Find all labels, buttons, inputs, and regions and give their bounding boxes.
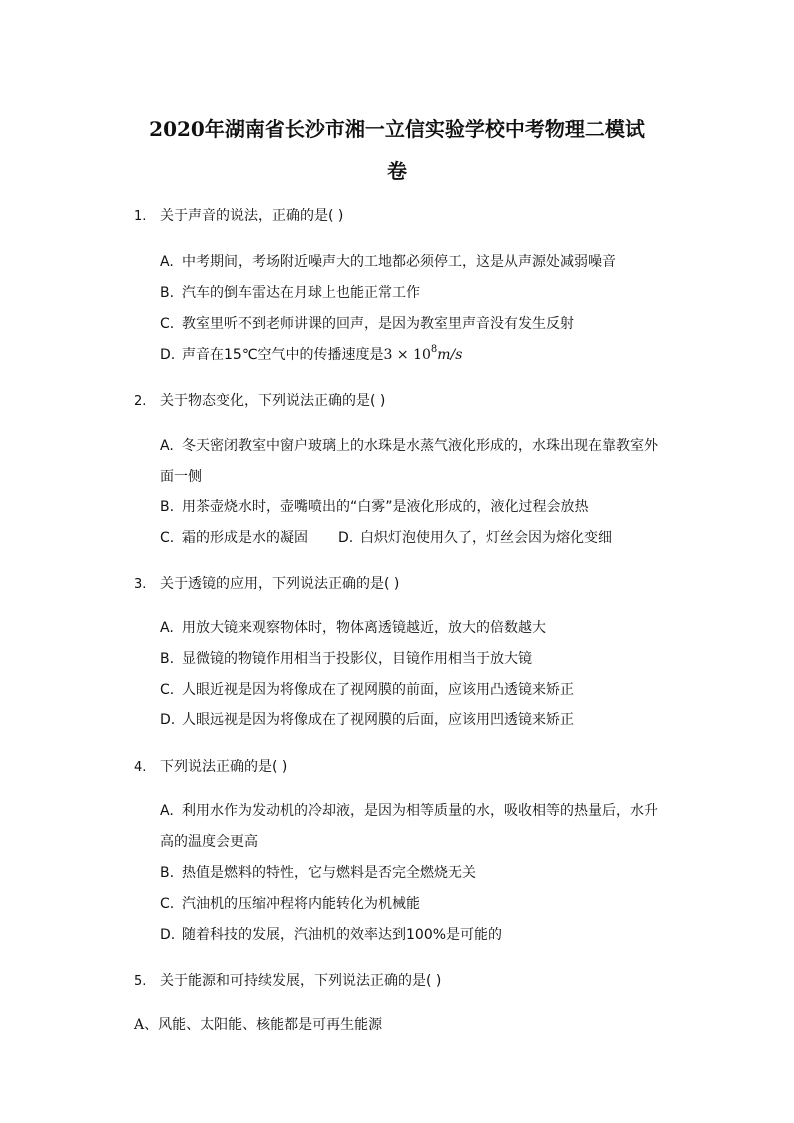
question-1-option-d xyxy=(160,346,462,364)
option-text: 霜的形成是水的凝固 xyxy=(182,530,308,546)
question-1-option-a xyxy=(160,253,616,271)
option-text: 冬天密闭教室中窗户玻璃上的水珠是水蒸气液化形成的，水珠出现在靠教室外 xyxy=(182,438,658,454)
option-text: 汽油机的压缩冲程将内能转化为机械能 xyxy=(182,896,420,912)
option-letter: A. xyxy=(160,803,174,819)
option-letter: A. xyxy=(160,438,174,454)
question-3-option-d xyxy=(160,711,574,729)
option-letter: B. xyxy=(160,285,175,301)
option-text: 用茶壶烧水时，壶嘴喷出的“白雾”是液化形成的，液化过程会放热 xyxy=(182,499,589,515)
question-2-options-c-d xyxy=(160,529,612,547)
formula-coefficient: 3 × 10 xyxy=(383,347,431,363)
option-letter: C. xyxy=(160,316,175,332)
question-number: 3. xyxy=(134,577,147,592)
option-text: 中考期间，考场附近噪声大的工地都必须停工，这是从声源处减弱噪音 xyxy=(182,254,616,270)
option-text: 用放大镜来观察物体时，物体离透镜越近，放大的倍数越大 xyxy=(182,620,546,636)
option-text: 汽车的倒车雷达在月球上也能正常工作 xyxy=(182,285,420,301)
option-text: 白炽灯泡使用久了，灯丝会因为熔化变细 xyxy=(360,530,612,546)
option-letter: A. xyxy=(160,620,174,636)
question-4-stem xyxy=(134,758,287,777)
question-2-stem xyxy=(134,392,385,411)
option-text: 利用水作为发动机的冷却液，是因为相等质量的水，吸收相等的热量后，水升 xyxy=(182,803,658,819)
question-number: 4. xyxy=(134,760,147,775)
option-letter: B. xyxy=(160,499,175,515)
option-letter: C. xyxy=(160,896,175,912)
option-letter: B. xyxy=(160,865,175,881)
option-text: 声音在15℃空气中的传播速度是 xyxy=(182,347,384,363)
formula-unit: m/s xyxy=(437,347,463,363)
question-4-option-c xyxy=(160,895,420,913)
question-3-option-b xyxy=(160,650,532,668)
question-1-option-c xyxy=(160,315,574,333)
question-text: 关于能源和可持续发展，下列说法正确的是( ) xyxy=(160,973,442,989)
option-text: 随着科技的发展，汽油机的效率达到100%是可能的 xyxy=(182,927,503,943)
question-text: 关于物态变化，下列说法正确的是( ) xyxy=(160,393,386,409)
option-letter: D. xyxy=(160,347,176,363)
question-number: 2. xyxy=(134,394,147,409)
option-text: 教室里听不到老师讲课的回声，是因为教室里声音没有发生反射 xyxy=(182,316,574,332)
option-letter: C. xyxy=(160,682,175,698)
question-5-stem xyxy=(134,972,441,991)
question-3-option-a xyxy=(160,619,546,637)
option-letter: D. xyxy=(160,712,176,728)
option-letter: B. xyxy=(160,651,175,667)
question-1-option-b xyxy=(160,284,420,302)
question-2-option-a xyxy=(160,437,658,455)
option-letter: A. xyxy=(160,254,174,270)
question-4-option-a-continued: 高的温度会更高 xyxy=(160,834,258,850)
question-1-stem xyxy=(134,207,343,226)
question-text: 关于透镜的应用，下列说法正确的是( ) xyxy=(160,576,400,592)
option-text: 热值是燃料的特性，它与燃料是否完全燃烧无关 xyxy=(182,865,476,881)
document-title: 2020年湖南省长沙市湘一立信实验学校中考物理二模试 xyxy=(149,117,645,141)
question-2-option-a-continued: 面一侧 xyxy=(160,469,202,485)
question-4-option-a xyxy=(160,802,658,820)
question-text: 关于声音的说法，正确的是( ) xyxy=(160,208,344,224)
option-letter: D. xyxy=(160,927,176,943)
option-letter: D. xyxy=(338,530,354,546)
question-3-option-c xyxy=(160,681,574,699)
question-4-option-d xyxy=(160,926,502,944)
question-number: 1. xyxy=(134,209,147,224)
option-letter: C. xyxy=(160,530,175,546)
option-text: 人眼远视是因为将像成在了视网膜的后面，应该用凹透镜来矫正 xyxy=(182,712,574,728)
question-4-option-b xyxy=(160,864,476,882)
question-number: 5. xyxy=(134,974,147,989)
formula-exponent: 8 xyxy=(430,344,438,355)
question-2-option-b xyxy=(160,498,589,516)
option-text: 显微镜的物镜作用相当于投影仪，目镜作用相当于放大镜 xyxy=(182,651,532,667)
question-3-stem xyxy=(134,575,399,594)
question-5-option-a: A、风能、太阳能、核能都是可再生能源 xyxy=(134,1017,383,1033)
question-text: 下列说法正确的是( ) xyxy=(160,759,288,775)
option-text: 人眼近视是因为将像成在了视网膜的前面，应该用凸透镜来矫正 xyxy=(182,682,574,698)
document-title-continued: 卷 xyxy=(387,159,407,183)
